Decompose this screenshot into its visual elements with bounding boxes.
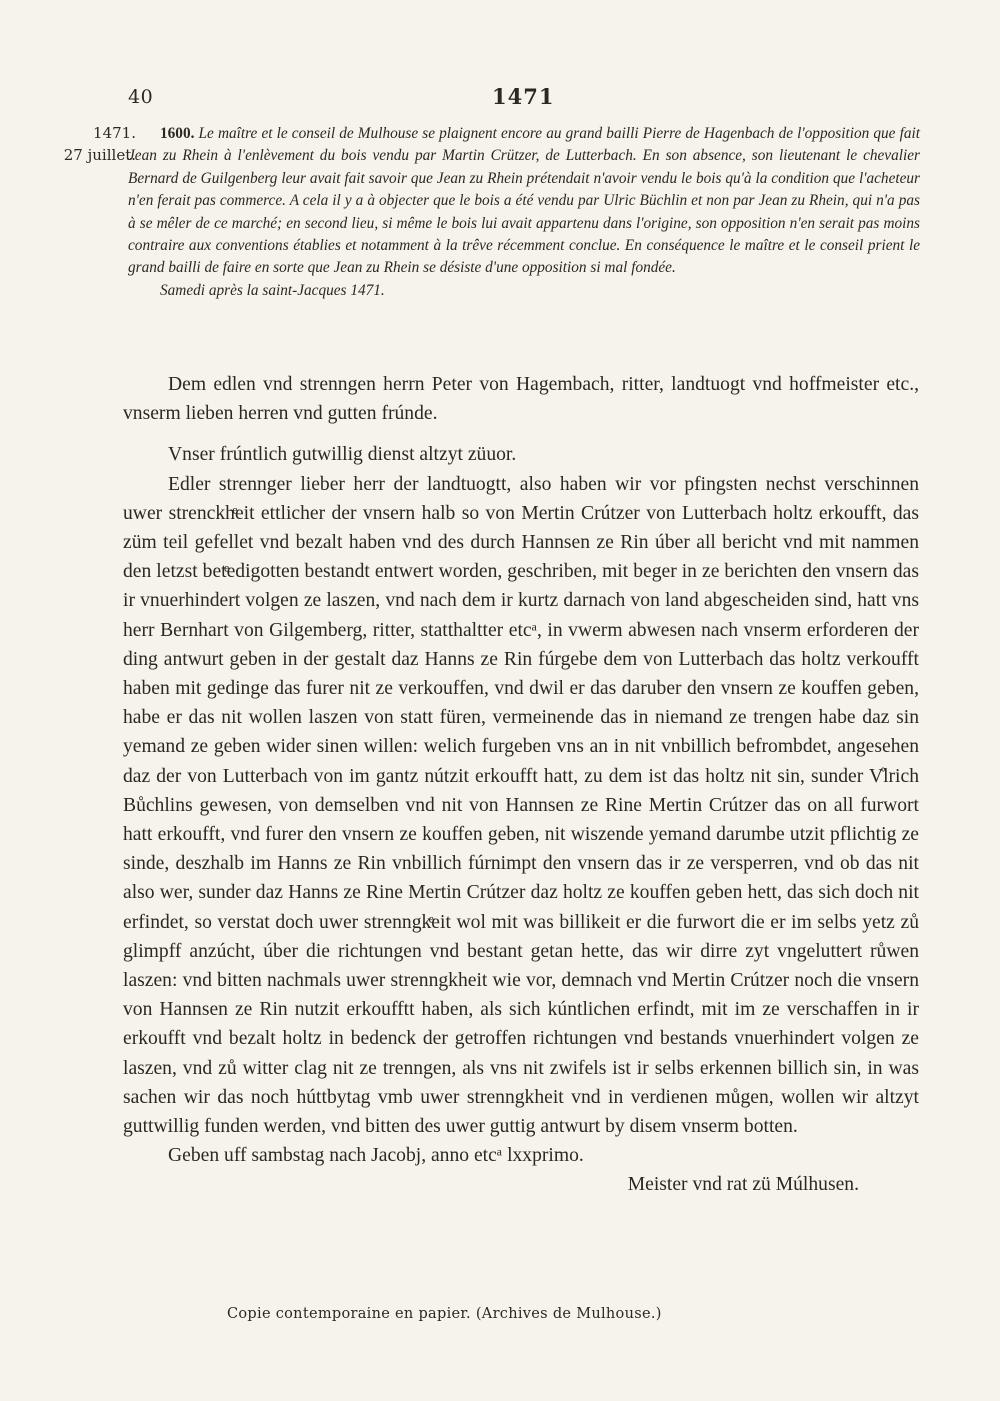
- summary-date-line: Samedi après la saint-Jacques 1471.: [160, 281, 385, 299]
- letter-dating: Geben uff sambstag nach Jacobj, anno etcᵃ lxxprimo.: [168, 1145, 584, 1167]
- letter-body: Edler strennger lieber herr der landtuogtt, also haben wir vor pfingsten nechst verschinnen uwer strenckhͤeit ettlicher der vnsern halb so von Mertin Crútzer von Lutterbach holtz erkoufft, das züm teil gefellet vnd bezalt haben vnd des durch Hannsen ze Rin úber all bericht vnd mit nammen den letzst betͤedigotten bestandt entwert worden, geschriben, mit beger in ze berichten den vnsern das ir vnuerhindert volgen ze laszen, vnd nach dem ir kurtz darnach von land abgescheiden sind, hatt vns herr Bernhart von Gilgemberg, ritter, statthaltter etcᵃ, in vwerm abwesen nach vnserm erforderen der ding antwurt geben in der gestalt daz Hanns ze Rin fúrgebe dem von Lutterbach das holtz verkoufft haben mit gedinge das furer nit ze verkouffen, vnd dwil er das daruber den vnsern ze kouffen geben, habe er das nit wollen laszen von statt füren, vermeinende das in niemand ze trengen habe daz sin yemand ze geben wider sinen willen: welich furgeben vns an in nit vnbillich befrombdet, angesehen daz der von Lutterbach von im gantz nútzit erkoufft hatt, zu dem ist das holtz nit sin, sunder V̊lrich Bůchlins gewesen, von demselben vnd nit von Hannsen ze Rine Mertin Crútzer das on all furwort hatt erkoufft, vnd furer den vnsern ze kouffen geben, nit wiszende yemand darumbe utzit pflichtig ze sinde, deszhalb im Hanns ze Rin vnbillich fúrnimpt den vnsern das ir ze versperren, vnd ob das nit also wer, sunder daz Hanns ze Rine Mertin Crútzer daz holtz ze kouffen geben hett, das sich doch nit erfindet, so verstat doch uwer strenngkͤeit wol mit was billikeit er die furwort die er im selbs yetz zů glimpff anzúcht, úber die richtungen vnd bestant getan hette, das wir dirre zyt vngeluttert růwen laszen: vnd bitten nachmals uwer strenngkheit wie vor, demnach vnd Mertin Crútzer noch die vnsern von Hannsen ze Rin nutzit erkoufftt haben, als sich kúntlichen erfindt, mit im ze verschaffen in ir erkoufft vnd bezalt holtz in bedenck der getroffen richtungen vnd bestands vnuerhindert volgen ze laszen, vnd zů witter clag nit ze trenngen, als vns nit zwifels ist ir selbs erkennen billich sin, in was sachen wir das noch húttbytag vmb uwer strenngkheit vnd in verdienen můgen, wollen wir altzyt guttwillig funden werden, vnd bitten des uwer guttig antwurt by disem vnserm botten.: [123, 473, 919, 1138]
- margin-day: 27 juillet.: [63, 146, 136, 164]
- margin-year: 1471.: [93, 124, 136, 142]
- margin-date: [58, 122, 136, 166]
- letter-signature: Meister vnd rat zü Múlhusen.: [627, 1174, 859, 1196]
- document-summary: [128, 123, 920, 302]
- running-head-year: 1471: [492, 84, 555, 109]
- summary-text: Le maître et le conseil de Mulhouse se plaignent encore au grand bailli Pierre de Hagenbach de l'opposition que fait Jean zu Rhein à l'enlèvement du bois vendu par Martin Crützer, de Lutterbach. En son absence, son lieutenant le chevalier Bernard de Guilgenberg leur avait fait savoir que Jean zu Rhein prétendait n'avoir vendu le bois qu'à la condition que l'acheteur n'en ferait pas commerce. A cela il y a à objecter que le bois a été vendu par Ulric Büchlin et non par Jean zu Rhein, qui n'a pas à se mêler de ce marché; en second lieu, si même le bois lui avait appartenu dans l'origine, son opposition n'en serait pas moins contraire aux conventions établies et notamment à la trêve récemment conclue. En conséquence le maître et le conseil prient le grand bailli de faire en sorte que Jean zu Rhein se désiste d'une opposition si mal fondée.: [128, 125, 920, 277]
- source-note: Copie contemporaine en papier. (Archives de Mulhouse.): [227, 1306, 662, 1322]
- summary-paragraph: [128, 123, 920, 280]
- letter-greeting: Vnser frúntlich gutwillig dienst altzyt züuor.: [168, 444, 517, 466]
- letter-text: [123, 370, 919, 1200]
- page-number: 40: [128, 86, 154, 108]
- letter-address: Dem edlen vnd strenngen herrn Peter von Hagembach, ritter, landtuogt vnd hoffmeister etc., vnserm lieben herren vnd gutten frúnde.: [123, 374, 919, 425]
- document-number: 1600.: [160, 125, 195, 142]
